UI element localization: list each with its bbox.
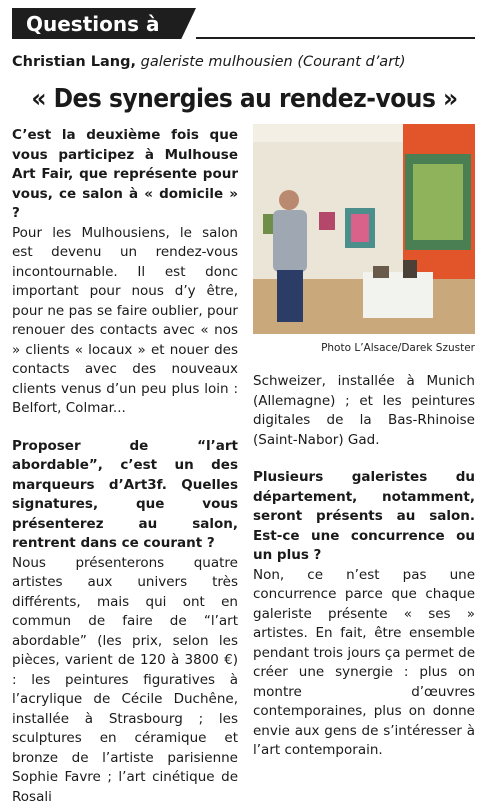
interviewee-role: galeriste mulhousien (Courant d’art)	[141, 54, 406, 70]
left-column	[12, 126, 238, 807]
headline: « Des synergies au rendez-vous »	[12, 80, 477, 118]
section-label: Questions à	[26, 10, 159, 38]
question-3: Plusieurs galeristes du département, notamment, seront présents au salon. Est-ce une concurrence ou un plus ?	[253, 468, 475, 566]
gallery-photo	[253, 124, 475, 334]
photo-caption: Photo L’Alsace/Darek Szuster	[253, 341, 475, 355]
interviewee-name: Christian Lang,	[12, 54, 136, 70]
question-2: Proposer de “l’art abordable”, c’est un des marqueurs d’Art3f. Quelles signatures, que vous présenterez au salon, rentrent dans ce courant ?	[12, 437, 238, 554]
header-rule	[196, 37, 475, 39]
answer-1: Pour les Mulhousiens, le salon est devenu un rendez-vous incontournable. Il est donc important pour nous d’y être, pour ne pas se faire oublier, pour renouer des contacts avec « nos » clients « locaux » et nouer des contacts avec des nouveaux clients venus d’un peu plus loin : Belfort, Colmar...	[12, 224, 238, 419]
answer-2-continued: Schweizer, installée à Munich (Allemagne) ; et les peintures digitales de la Bas-Rhinoise (Saint-Nabor) Gad.	[253, 372, 475, 450]
answer-2: Nous présenterons quatre artistes aux univers très différents, mais qui ont en commun de faire de “l’art abordable” (les prix, selon les pièces, varient de 120 à 3800 €) : les peintures figuratives à l’acrylique de Cécile Duchêne, installée à Strasbourg ; les sculptures en céramique et bronze de l’artiste parisienne Sophie Favre ; l’art cinétique de Rosali	[12, 554, 238, 807]
byline	[12, 52, 406, 72]
question-1: C’est la deuxième fois que vous participez à Mulhouse Art Fair, que représente pour vous, ce salon à « domicile » ?	[12, 126, 238, 224]
answer-3: Non, ce n’est pas une concurrence parce que chaque galeriste présente « ses » artistes. En fait, être ensemble pendant trois jours ça permet de créer une synergie : plus on montre d’œuvres contemporaines, plus on donne envie aux gens de s’intéresser à l’art contemporain.	[253, 566, 475, 761]
right-column	[253, 372, 475, 761]
gallerist-photo-illustration	[253, 124, 475, 334]
